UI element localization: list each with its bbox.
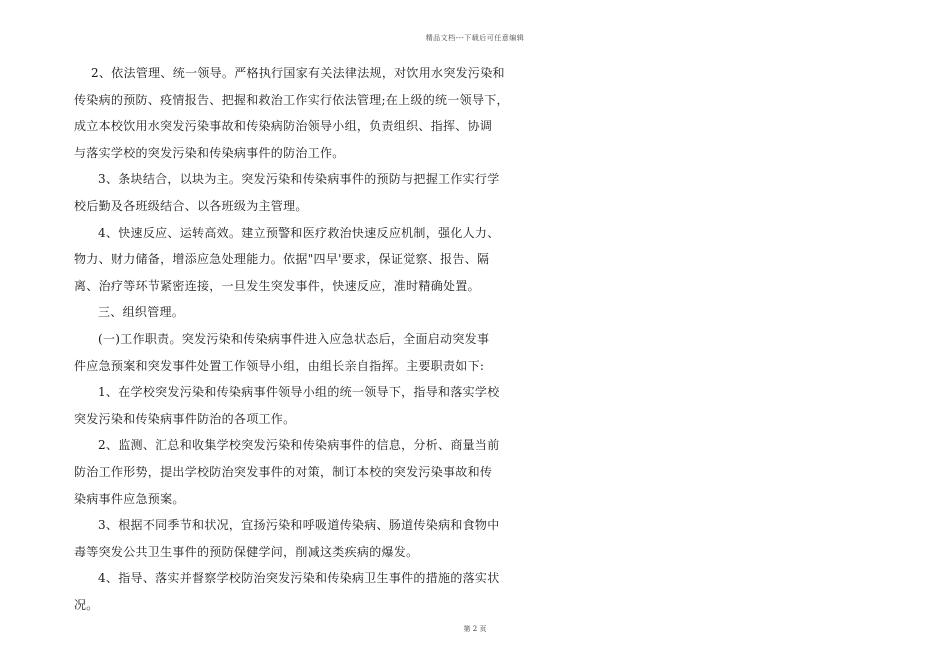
page-number: 第 2 页 <box>463 625 487 633</box>
text-line: 突发污染和传染病事件防治的各项工作。 <box>74 411 296 426</box>
text-line: 校后勤及各班级结合、以各班级为主管理。 <box>74 198 308 213</box>
text-line: 离、治疗等环节紧密连接，一旦发生突发事件，快速反应，准时精确处置。 <box>74 278 480 293</box>
text-line: 4、指导、落实并督察学校防治突发污染和传染病卫生事件的措施的落实状 <box>98 571 500 586</box>
text-line: 件应急预案和突发事件处置工作领导小组，由组长亲自指挥。主要职责如下: <box>74 358 485 373</box>
text-line: 三、组织管理。 <box>98 305 185 320</box>
text-line: (一)工作职责。突发污染和传染病事件进入应急状态后，全面启动突发事 <box>98 331 490 346</box>
text-line: 况。 <box>74 597 99 612</box>
page-header: 精品文档---下载后可任意编辑 <box>425 34 525 42</box>
text-line: 2、依法管理、统一领导。严格执行国家有关法律法规，对饮用水突发污染和 <box>91 66 505 80</box>
text-line: 1、在学校突发污染和传染病事件领导小组的统一领导下，指导和落实学校 <box>98 385 500 400</box>
document-body <box>74 60 509 618</box>
text-line: 染病事件应急预案。 <box>74 491 185 506</box>
text-line: 2、监测、汇总和收集学校突发污染和传染病事件的信息，分析、商量当前 <box>98 438 500 453</box>
text-line: 毒等突发公共卫生事件的预防保健学问，削减这类疾病的爆发。 <box>74 544 419 559</box>
text-line: 4、快速反应、运转高效。建立预警和医疗救治快速反应机制，强化人力、 <box>98 225 500 240</box>
text-line: 3、条块结合，以块为主。突发污染和传染病事件的预防与把握工作实行学 <box>98 172 500 187</box>
text-line: 防治工作形势，提出学校防治突发事件的对策，制订本校的突发污染事故和传 <box>74 464 493 479</box>
text-line: 与落实学校的突发污染和传染病事件的防治工作。 <box>74 145 345 160</box>
text-line: 3、根据不同季节和状况，宜扬污染和呼吸道传染病、肠道传染病和食物中 <box>98 518 500 533</box>
text-line: 成立本校饮用水突发污染事故和传染病防治领导小组，负责组织、指挥、协调 <box>74 119 493 134</box>
text-line: 物力、财力储备，增添应急处理能力。依据"四早'要求，保证觉察、报告、隔 <box>74 252 490 267</box>
text-line: 传染病的预防、疫情报告、把握和救治工作实行依法管理;在上级的统一领导下， <box>74 92 509 107</box>
